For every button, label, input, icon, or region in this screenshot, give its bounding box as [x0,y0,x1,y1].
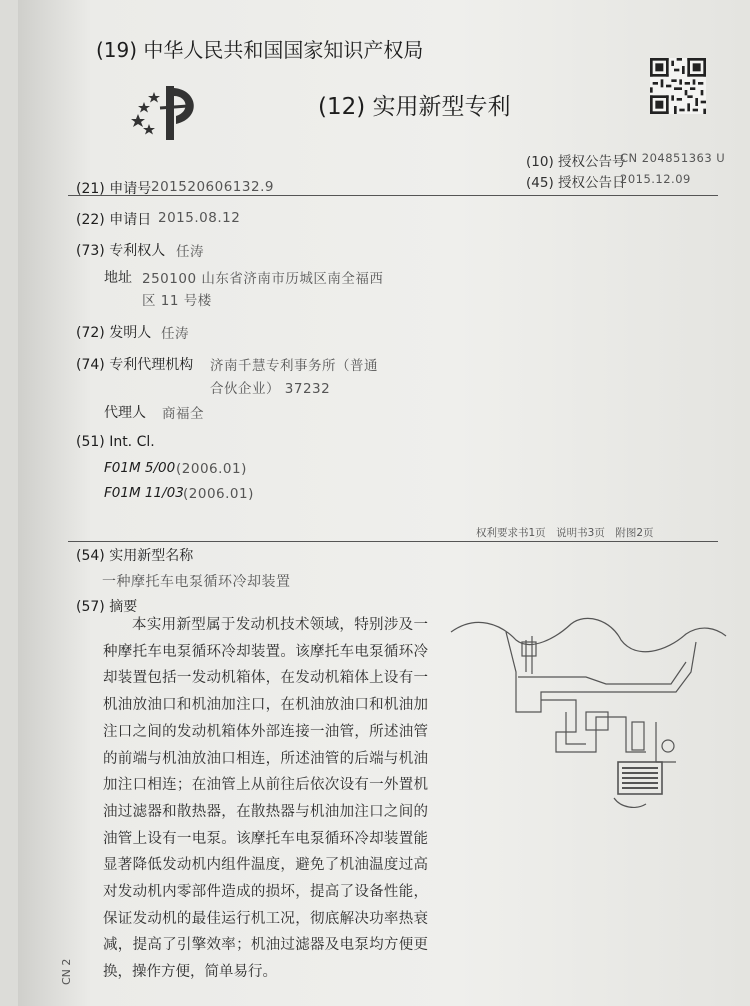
utility-model-title: 一种摩托车电泵循环冷却装置 [102,574,291,590]
app-no-label: (21) 申请号 [76,181,152,197]
int-cl-label: (51) Int. Cl. [76,434,155,450]
patent-page [18,0,750,1006]
int-cl-date-2: (2006.01) [183,486,254,502]
pump-block [632,722,644,750]
patent-type: (12) 实用新型专利 [318,94,511,120]
logo-mark [166,86,174,140]
pub-date-label: (45) 授权公告日 [526,175,626,191]
app-no-value: 201520606132.9 [151,179,274,195]
logo-star [148,92,160,103]
edge-page-number: CN 2 [60,958,73,985]
radiator-fins [622,768,658,788]
address-line-2: 区 11 号楼 [142,293,212,309]
pub-number-label: (10) 授权公告号 [526,154,626,170]
abstract-label: (57) 摘要 [76,599,138,615]
qr-code [650,58,706,114]
int-cl-code-1: F01M 5/00 [104,460,176,476]
engine-body [518,662,686,684]
pump-block [586,712,608,730]
app-date-value: 2015.08.12 [158,210,241,226]
agency-label: (74) 专利代理机构 [76,357,194,373]
abstract-drawing [446,612,731,817]
address-label: 地址 [104,270,132,286]
patentee-value: 任涛 [176,244,204,260]
section-rule [68,541,718,542]
logo-star [143,124,155,135]
agency-line-2: 合伙企业） 37232 [210,381,331,397]
pages-info: 权利要求书1页 说明书3页 附图2页 [476,527,654,539]
agency-line-1: 济南千慧专利事务所（普通 [210,358,378,374]
agent-label: 代理人 [104,405,146,421]
cnipa-logo [128,78,208,148]
engine-outline [451,618,726,651]
inventor-label: (72) 发明人 [76,325,152,341]
int-cl-code-2: F01M 11/03 [104,485,184,501]
title-label: (54) 实用新型名称 [76,548,194,564]
patent-office-title: (19) 中华人民共和国国家知识产权局 [96,38,424,62]
header-rule [68,195,718,196]
pub-date-value: 2015.12.09 [620,172,691,186]
app-date-label: (22) 申请日 [76,212,152,228]
address-line-1: 250100 山东省济南市历城区南全福西 [142,271,384,287]
agent-value: 商福全 [162,406,204,422]
logo-star [131,114,145,127]
pub-number-value: CN 204851363 U [620,151,726,165]
logo-star [138,102,150,113]
engine-outline [614,798,646,807]
electric-pump [662,740,674,752]
logo-mark [160,106,188,108]
oil-pipe [541,700,646,752]
inventor-value: 任涛 [161,326,189,342]
patentee-label: (73) 专利权人 [76,243,166,259]
int-cl-date-1: (2006.01) [176,461,247,477]
abstract-text: 本实用新型属于发动机技术领域，特别涉及一种摩托车电泵循环冷却装置。该摩托车电泵循环冷却装置包括一发动机箱体，在发动机箱体上设有一机油放油口和机油加注口，在机油放油口和机油加注口之间的发动机箱体外部连接一油管，所述油管的前端与机油放油口相连，所述油管的后端与机油加注口相连；在油管上从前往后依次设有一外置机油过滤器和散热器，在散热器与机油加注口之间的油管上设有一电泵。该摩托车电泵循环冷却装置能显著降低发动机内组件温度，避免了机油温度过高对发动机内零部件造成的损坏，提高了设备性能，保证发动机的最佳运行机工况，彻底解决功率热衰减，提高了引擎效率；机油过滤器及电泵均方便更换，操作方便，简单易行。 [103,617,428,981]
